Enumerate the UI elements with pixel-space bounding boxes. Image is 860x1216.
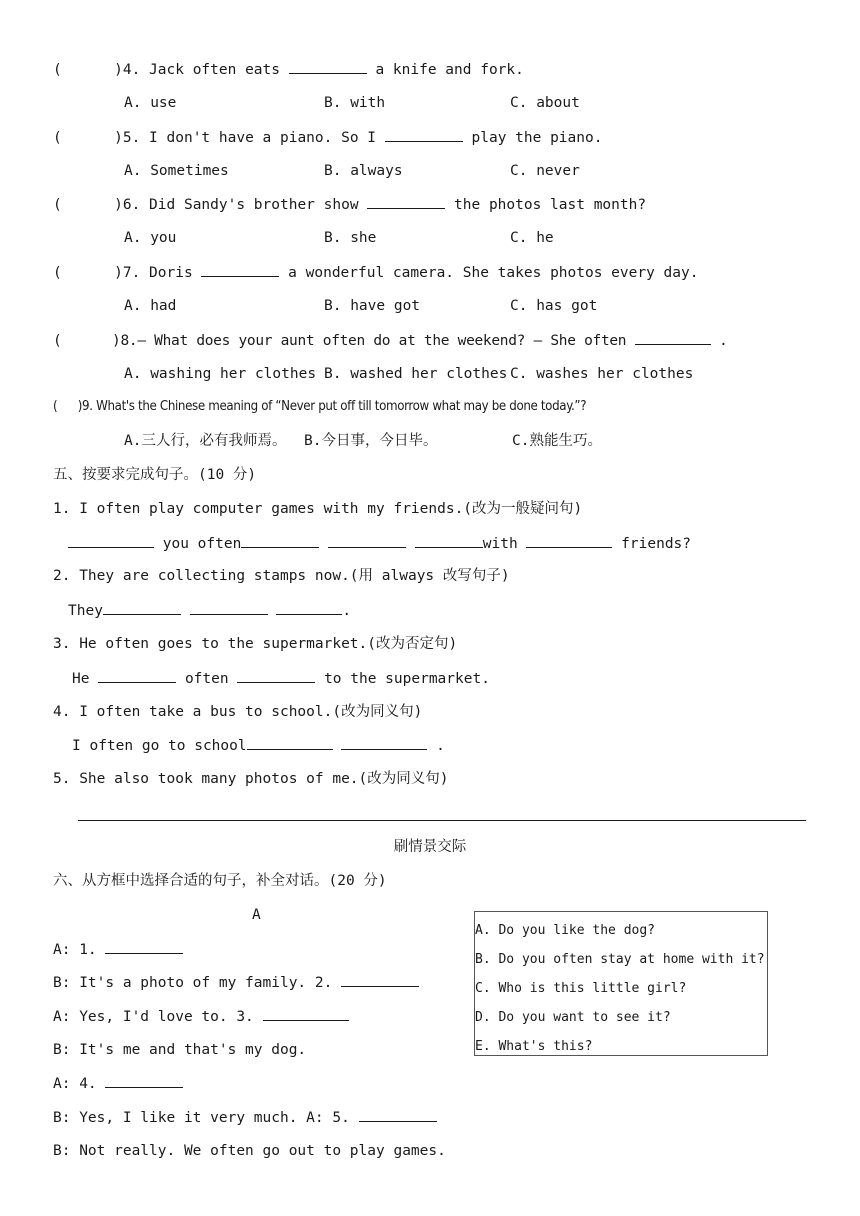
s5-q1-text: 1. I often play computer games with my friends.(改为一般疑问句) xyxy=(53,501,583,517)
section6-heading: 六、从方框中选择合适的句子，补全对话。(20 分) xyxy=(53,873,387,889)
option-b[interactable]: B. she xyxy=(324,230,377,246)
mc-question: ( )7. Doris a wonderful camera. She takes photos every day. xyxy=(53,262,698,283)
answer-blank[interactable] xyxy=(201,262,279,277)
dialog-line-1: A: 1. xyxy=(53,939,183,960)
option-c[interactable]: C. washes her clothes xyxy=(510,366,694,382)
option-c[interactable]: C. has got xyxy=(510,298,598,314)
dialog-line-3: A: Yes, I'd love to. 3. xyxy=(53,1006,349,1027)
s5-q4-answer: I often go to school . xyxy=(72,735,445,756)
section5-heading: 五、按要求完成句子。(10 分) xyxy=(53,467,257,483)
answer-blank[interactable] xyxy=(98,668,176,683)
box-option-b: B. Do you often stay at home with it? xyxy=(475,952,765,967)
answer-blank[interactable] xyxy=(367,194,445,209)
answer-blank[interactable] xyxy=(385,127,463,142)
s5-q5-answer-line[interactable] xyxy=(78,820,806,821)
box-option-e: E. What's this? xyxy=(475,1039,593,1054)
answer-blank[interactable] xyxy=(341,735,427,750)
answer-blank[interactable] xyxy=(247,735,333,750)
answer-blank[interactable] xyxy=(526,533,612,548)
option-b[interactable]: B.今日事，今日毕。 xyxy=(304,433,438,449)
option-b[interactable]: B. always xyxy=(324,163,403,179)
answer-blank[interactable] xyxy=(68,533,154,548)
option-c[interactable]: C. about xyxy=(510,95,580,111)
answer-blank[interactable] xyxy=(263,1006,349,1021)
dialog-line-2: B: It's a photo of my family. 2. xyxy=(53,972,419,993)
box-option-d: D. Do you want to see it? xyxy=(475,1010,671,1025)
s5-q4-text: 4. I often take a bus to school.(改为同义句) xyxy=(53,704,423,720)
s5-q2-answer: They . xyxy=(68,600,351,621)
option-b[interactable]: B. have got xyxy=(324,298,421,314)
answer-blank[interactable] xyxy=(635,330,711,345)
answer-blank[interactable] xyxy=(341,972,419,987)
option-b[interactable]: B. washed her clothes xyxy=(324,366,508,382)
option-a[interactable]: A. use xyxy=(124,95,177,111)
option-c[interactable]: C. never xyxy=(510,163,580,179)
options-box xyxy=(474,911,768,1056)
option-b[interactable]: B. with xyxy=(324,95,386,111)
option-c[interactable]: C.熟能生巧。 xyxy=(512,433,602,449)
answer-blank[interactable] xyxy=(190,600,268,615)
answer-blank[interactable] xyxy=(103,600,181,615)
option-a[interactable]: A.三人行，必有我师焉。 xyxy=(124,433,287,449)
answer-blank[interactable] xyxy=(415,533,483,548)
s5-q2-text: 2. They are collecting stamps now.(用 always 改写句子) xyxy=(53,568,510,584)
answer-blank[interactable] xyxy=(328,533,406,548)
s5-q5-text: 5. She also took many photos of me.(改为同义句) xyxy=(53,771,449,787)
answer-blank[interactable] xyxy=(276,600,342,615)
s5-q3-text: 3. He often goes to the supermarket.(改为否定句) xyxy=(53,636,458,652)
mc-question: ( )9. What's the Chinese meaning of “Never put off till tomorrow what may be done today.”? xyxy=(53,399,587,414)
option-a[interactable]: A. had xyxy=(124,298,177,314)
dialog-line-5: A: 4. xyxy=(53,1073,183,1094)
mc-question: ( )5. I don't have a piano. So I play the piano. xyxy=(53,127,602,148)
option-c[interactable]: C. he xyxy=(510,230,554,246)
dialog-line-4: B: It's me and that's my dog. xyxy=(53,1042,307,1058)
box-option-a: A. Do you like the dog? xyxy=(475,923,656,938)
option-a[interactable]: A. you xyxy=(124,230,177,246)
answer-blank[interactable] xyxy=(105,1073,183,1088)
answer-blank[interactable] xyxy=(241,533,319,548)
box-option-c: C. Who is this little girl? xyxy=(475,981,687,996)
section6-title: 刷情景交际 xyxy=(393,839,467,855)
s5-q3-answer: He often to the supermarket. xyxy=(72,668,490,689)
option-a[interactable]: A. Sometimes xyxy=(124,163,229,179)
answer-blank[interactable] xyxy=(237,668,315,683)
answer-blank[interactable] xyxy=(105,939,183,954)
answer-blank[interactable] xyxy=(289,59,367,74)
answer-blank[interactable] xyxy=(359,1107,437,1122)
mc-question: ( )6. Did Sandy's brother show the photos last month? xyxy=(53,194,646,215)
dialog-label: A xyxy=(252,907,261,923)
option-a[interactable]: A. washing her clothes xyxy=(124,366,317,382)
mc-question: ( )8.— What does your aunt often do at the weekend? — She often . xyxy=(53,330,728,351)
dialog-line-7: B: Not really. We often go out to play games. xyxy=(53,1143,446,1159)
mc-question: ( )4. Jack often eats a knife and fork. xyxy=(53,59,524,80)
dialog-line-6: B: Yes, I like it very much. A: 5. xyxy=(53,1107,437,1128)
s5-q1-answer: you often with friends? xyxy=(68,533,691,554)
